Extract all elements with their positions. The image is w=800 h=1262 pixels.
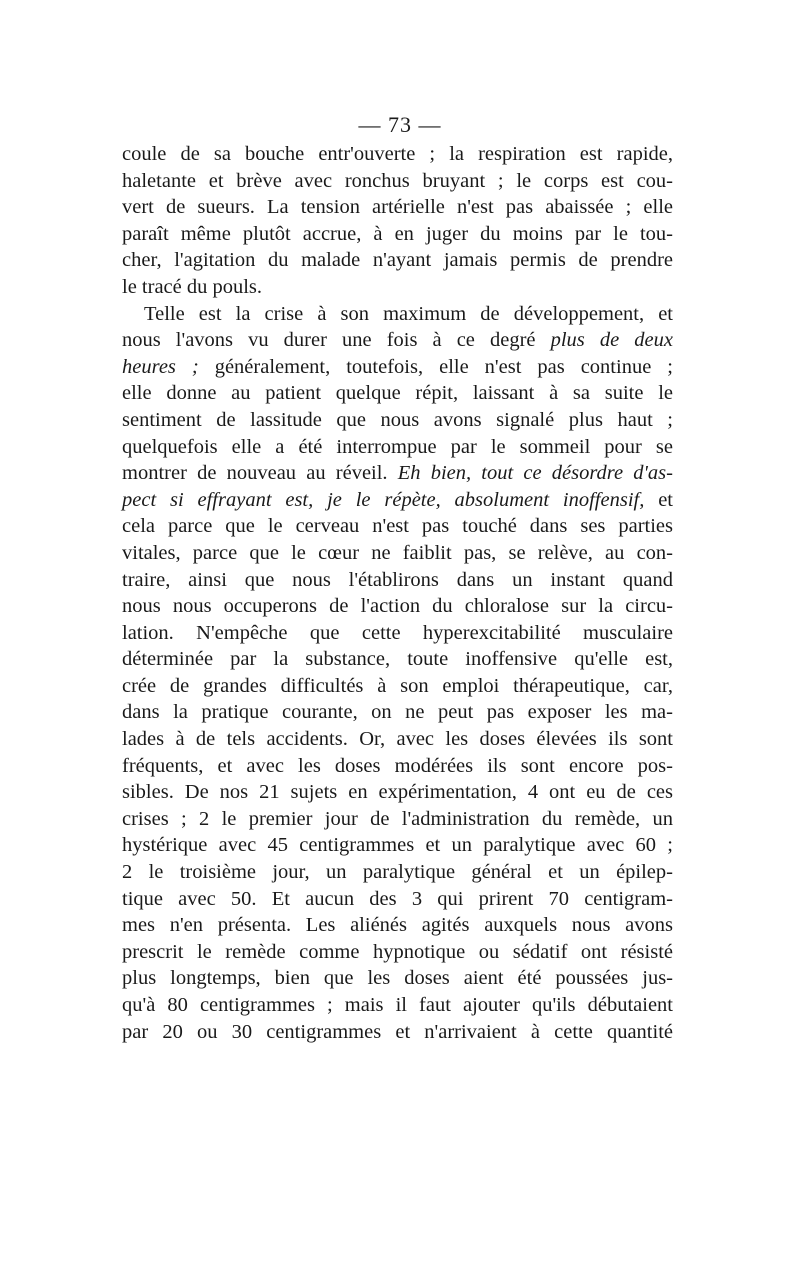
text-run: cher, l'agitation du malade n'ayant jamais permis de prendre [122, 249, 673, 272]
text-run: crises ; 2 le premier jour de l'administration du remède, un [122, 807, 673, 830]
text-run: plus longtemps, bien que les doses aient été poussées jus- [122, 967, 673, 990]
text-line [122, 141, 673, 168]
text-line [122, 567, 673, 594]
text-line [122, 699, 673, 726]
text-line [122, 620, 673, 647]
text-line [122, 832, 673, 859]
italic-text: heures ; [122, 355, 199, 378]
body-text [122, 141, 673, 1045]
text-run: sibles. De nos 21 sujets en expérimentation, 4 ont eu de ces [122, 781, 673, 804]
text-line [122, 992, 673, 1019]
text-run: vitales, parce que le cœur ne faiblit pas, se relève, au con- [122, 541, 673, 564]
text-line [122, 247, 673, 274]
text-run: fréquents, et avec les doses modérées ils sont encore pos- [122, 754, 673, 777]
text-line [122, 301, 673, 328]
text-run: elle donne au patient quelque répit, laissant à sa suite le [122, 382, 673, 405]
text-line [122, 965, 673, 992]
text-run: coule de sa bouche entr'ouverte ; la respiration est rapide, [122, 143, 673, 165]
text-line [122, 327, 673, 354]
text-line [122, 939, 673, 966]
text-run: crée de grandes difficultés à son emploi thérapeutique, car, [122, 674, 673, 697]
text-line [122, 1019, 673, 1046]
text-line [122, 859, 673, 886]
text-run: mes n'en présenta. Les aliénés agités auxquels nous avons [122, 914, 673, 937]
text-line [122, 380, 673, 407]
text-run: par 20 ou 30 centigrammes et n'arrivaient à cette quantité [122, 1020, 673, 1043]
text-run: et [644, 488, 673, 511]
text-line [122, 806, 673, 833]
text-run: traire, ainsi que nous l'établirons dans un instant quand [122, 568, 673, 591]
text-line [122, 194, 673, 221]
italic-text: pect si effrayant est, je le répète, absolument inoffensif, [122, 488, 645, 511]
text-run: vert de sueurs. La tension artérielle n'est pas abaissée ; elle [122, 196, 673, 219]
text-run: le tracé du pouls. [122, 275, 263, 298]
text-run: qu'à 80 centigrammes ; mais il faut ajouter qu'ils débutaient [122, 994, 673, 1016]
text-run: hystérique avec 45 centigrammes et un paralytique avec 60 ; [122, 834, 673, 857]
text-run: prescrit le remède comme hypnotique ou sédatif ont résisté [122, 940, 673, 963]
text-run: paraît même plutôt accrue, à en juger du moins par le tou- [122, 222, 673, 245]
text-run: haletante et brève avec ronchus bruyant ; le corps est cou- [122, 169, 673, 192]
text-line [122, 540, 673, 567]
text-line [122, 460, 673, 487]
text-run: lation. N'empêche que cette hyperexcitabilité musculaire [122, 621, 673, 644]
text-run: quelquefois elle a été interrompue par le sommeil pour se [122, 435, 673, 458]
text-run: dans la pratique courante, on ne peut pas exposer les ma- [122, 701, 673, 724]
page-number: — 73 — [358, 112, 442, 137]
text-run: généralement, toutefois, elle n'est pas continue ; [198, 355, 673, 378]
text-run: nous l'avons vu durer une fois à ce degré [122, 329, 551, 352]
text-line [122, 434, 673, 461]
text-line [122, 912, 673, 939]
text-line [122, 779, 673, 806]
text-run: nous nous occuperons de l'action du chloralose sur la circu- [122, 595, 673, 618]
text-line [122, 354, 673, 381]
text-line [122, 274, 673, 301]
text-line [122, 513, 673, 540]
text-run: montrer de nouveau au réveil. [122, 462, 398, 485]
text-run: déterminée par la substance, toute inoffensive qu'elle est, [122, 648, 673, 671]
text-run: Telle est la crise à son maximum de développement, et [144, 302, 673, 325]
text-line [122, 487, 673, 514]
italic-text: plus de deux [550, 329, 673, 352]
text-line [122, 168, 673, 195]
text-line [122, 407, 673, 434]
text-line [122, 753, 673, 780]
text-line [122, 593, 673, 620]
text-run: tique avec 50. Et aucun des 3 qui prirent 70 centigram- [122, 887, 673, 910]
text-run: cela parce que le cerveau n'est pas touché dans ses parties [122, 515, 673, 538]
italic-text: Eh bien, tout ce désordre d'as- [397, 462, 673, 485]
text-line [122, 886, 673, 913]
text-run: lades à de tels accidents. Or, avec les doses élevées ils sont [122, 728, 673, 751]
text-line [122, 221, 673, 248]
text-line [122, 673, 673, 700]
text-line [122, 646, 673, 673]
text-run: sentiment de lassitude que nous avons signalé plus haut ; [122, 408, 673, 431]
text-line [122, 726, 673, 753]
text-run: 2 le troisième jour, un paralytique général et un épilep- [122, 861, 673, 884]
